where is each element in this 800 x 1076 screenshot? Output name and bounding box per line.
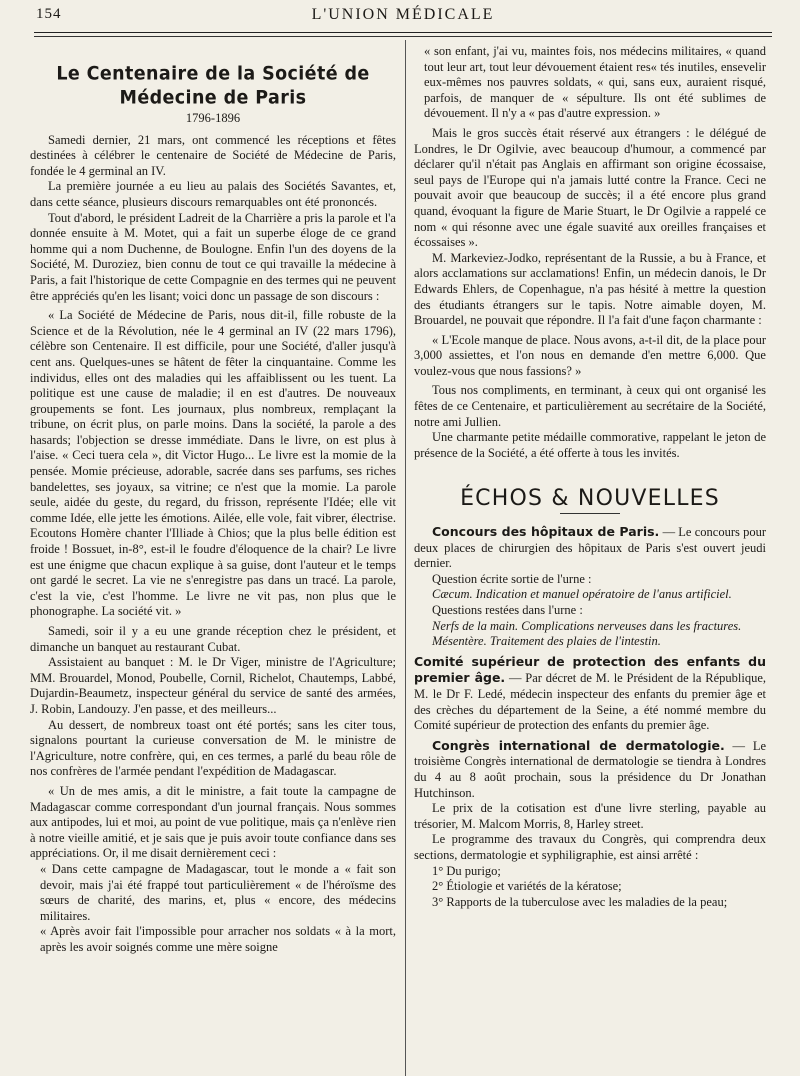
article-paragraph: « L'Ecole manque de place. Nous avons, a-t-il dit, de la place pour 3,000 assiettes, et l'on nous en demande d'en mettre 6,000. Que voulez-vous que nous fassions? » [414,332,766,378]
section-rule [560,513,620,514]
news-text: — Le troisième Congrès international de dermatologie se tiendra à Londres du 4 au 8 août prochain, sous la présidence du Dr Jonathan Hutchinson. [414,738,767,800]
programme-item: 1° Du purigo; [432,863,501,878]
programme-item: 3° Rapports de la tuberculose avec les maladies de la peau; [432,894,728,909]
question-label: Question écrite sortie de l'urne : [432,571,592,586]
rubric-comite: Comité supérieur de protection des enfants du premier âge. [414,653,766,686]
column-divider [405,40,406,1076]
article-paragraph: Assistaient au banquet : M. le Dr Viger, ministre de l'Agriculture; MM. Brouardel, Monod, Poubelle, Cornil, Richelot, Chautemps, Labbé, Dujardin-Beaumetz, inspecteur général du service de santé des armées, J. Robin, Landouzy. J'en passe, et des meilleurs... [30,655,396,716]
rubric-congres: Congrès international de dermatologie. [432,737,725,753]
article-paragraph: Tout d'abord, le président Ladreit de la Charrière a pris la parole et l'a donnée ensuite à M. Motet, qui a fait un superbe éloge de ce grand homme qui a nom Duchenne, de Boulogne. Enfin l'un des doyens de la Société, M. Duroziez, bien connu de tout ce qui travaille la médecine à Paris, a fait l'historique de cette Compagnie en des termes qui ne peuvent être appréciés qu'en les lisant; voici donc un passage de son discours : [30,210,396,303]
news-text: — Le concours pour deux places de chirurgien des hôpitaux de Paris s'est ouvert jeudi dernier. [414,525,766,571]
news-item-comite [414,654,766,734]
article-paragraph: La première journée a eu lieu au palais des Sociétés Savantes, et, dans cette séance, plusieurs discours remarquables ont été prononcés. [30,179,396,209]
article-paragraph: Au dessert, de nombreux toast ont été portés; sans les citer tous, signalons pourtant la curieuse conversation de M. le ministre de l'Agriculture, notre confrère, qui, en ces termes, a parlé du beau rôle de nos confrères de l'armée pendant l'expédition de Madagascar. [30,717,396,779]
article-paragraph: Tous nos compliments, en terminant, à ceux qui ont organisé les fêtes de ce Centenaire, et particulièrement au secrétaire de la Société, notre ami Jullien. [414,383,766,429]
article-paragraph: Samedi dernier, 21 mars, ont commencé les réceptions et fêtes destinées à célébrer le centenaire de Société de Médecine de Paris, fondée le 4 germinal an IV. [30,132,396,178]
article-paragraph: « La Société de Médecine de Paris, nous dit-il, fille robuste de la Science et de la Révolution, née le 4 germinal an IV (22 mars 1796), célèbre son Centenaire. Il est difficile, pour une Société, d'aller jusqu'à cent ans. Quelques-unes se hâtent de fêter la cinquantaine. Comme les individus, elles ont des maladies qui les affaiblissent ou les tuent. La politique est une cause de maladie; il en est d'autres. De nouveaux groupements se font. Les journaux, plus nombreux, remplaçant la tribune, on écrit plus, on parle moins. Dans la société, la parole a des hasards; l'objection se dresse immédiate. Dans le livre, on est plus à l'aise. « Ceci tuera cela », dit Victor Hugo... Le livre est la momie de la pensée. Momie précieuse, adorable, sacrée dans ses parfums, ses riches bandelettes, ses joyaux, sa vitrine; ce n'est que la momie. La parole seule, aidée du geste, du regard, du frisson, représente l'Idée; elle vit comme Idée, elle jette les émotions. Ailée, elle vole, fait vibrer, électrise. Ecoutons Homère chanter l'Illiade à Chios; que la plus belle édition est froide ! Bossuet, in-8°, est-il le foudre d'éloquence de la chair? Le livre est une énigme que chacun explique à sa guise, dont l'auteur et le temps ont gardé le secret. La vie ne s'enregistre pas dans un tracé. La parole, c'est la vie, c'est l'homme. Le livre ne vit pas, non plus que le phonographe. La société vit. » [30,308,396,619]
programme-item: 2° Étiologie et variétés de la kératose; [432,879,622,894]
header-rule-thin [34,36,772,37]
page-number: 154 [36,6,62,22]
running-head [36,6,770,30]
article-dates: 1796-1896 [185,111,241,125]
article-paragraph: M. Markeviez-Jodko, représentant de la Russie, a bu à France, et alors acclamations sur acclamations! Enfin, un médecin danois, le Dr Edwards Ehlers, de Copenhague, n'a pas hésité à mettre la question des étudiants étrangers sur le tapis. Notre aimable doyen, M. Brouardel, ne pouvait que répondre. Il l'a fait d'une façon charmante : [414,250,766,328]
news-item-congres [414,738,766,801]
article-paragraph: « Un de mes amis, a dit le ministre, a fait toute la campagne de Madagascar comme correspondant d'un journal français. Nous sommes aux antipodes, lui et moi, au point de vue politique, mais ça n'enlève rien à notre vieille amitié, et je sais que je puis avoir toute confiance dans ses appréciations. Or, il me disait dernièrement ceci : [30,783,396,861]
left-column [30,44,396,955]
quote-paragraph: « Dans cette campagne de Madagascar, tout le monde a « fait son devoir, mais j'ai été frappé tout particulièrement « de l'héroïsme des sœurs de charité, des marins, et, plus « encore, des médecins militaires. [40,861,396,923]
quote-paragraph: « Après avoir fait l'impossible pour arracher nos soldats « à la mort, après les avoir soignés comme une mère soigne [40,924,396,954]
article-paragraph: Samedi, soir il y a eu une grande réception chez le président, et dimanche un banquet au restaurant Cubat. [30,624,396,654]
article-paragraph: Mais le gros succès était réservé aux étrangers : le délégué de Londres, le Dr Ogilvie, avec beaucoup d'humour, a commencé par déclarer qu'il n'était pas Anglais en affirmant son origine écossaise, seul pays de l'Europe qui n'a jamais lutté contre la France. Ceci ne pouvait avoir que beaucoup de succès; il a été encore plus grand quand, évoquant la figure de Marie Stuart, le Dr Ogilvie a rappelé ce nom « qui résonne avec une égale suavité aux oreilles françaises et écossaises ». [414,125,766,250]
article-paragraph: Une charmante petite médaille commorative, rappelant le jeton de présence de la Société, a été offerte à tous les invités. [414,430,766,460]
rubric-concours: Concours des hôpitaux de Paris. [432,524,660,540]
question-text: Mésentère. Traitement des plaies de l'intestin. [432,634,661,649]
journal-title: L'UNION MÉDICALE [311,6,495,23]
quote-continuation: « son enfant, j'ai vu, maintes fois, nos médecins militaires, « quand tout leur art, tout leur dévouement étaient res« tés inutiles, ensevelir eux-mêmes nos pauvres soldats, « qui, sans eux, auraient risqué, parfois, de manquer de « sépulture. Ils ont été sublimes de dévouement. Il n'y a « pas d'autre expression. » [424,44,766,121]
news-text: — Par décret de M. le Président de la République, M. le Dr F. Ledé, médecin inspecteur des enfants du premier âge et des crèches du département de la Seine, a été nommé membre du Comité supérieur de protection des enfants du premier âge. [414,671,766,733]
article-title: Le Centenaire de la Société de Médecine de Paris [56,63,370,109]
header-rule [34,32,772,33]
news-item-concours [414,524,766,572]
echos-section-title: ÉCHOS & NOUVELLES [460,486,720,512]
question-text: Cæcum. Indication et manuel opératoire de l'anus artificiel. [432,587,732,602]
question-label: Questions restées dans l'urne : [432,603,583,617]
news-paragraph: Le programme des travaux du Congrès, qui comprendra deux sections, dermatologie et syphiligraphie, est ainsi arrêté : [414,832,766,862]
right-column [414,44,766,910]
news-paragraph: Le prix de la cotisation est d'une livre sterling, payable au trésorier, M. Malcom Morris, 8, Harley street. [414,801,766,831]
question-text: Nerfs de la main. Complications nerveuses dans les fractures. [432,618,742,633]
